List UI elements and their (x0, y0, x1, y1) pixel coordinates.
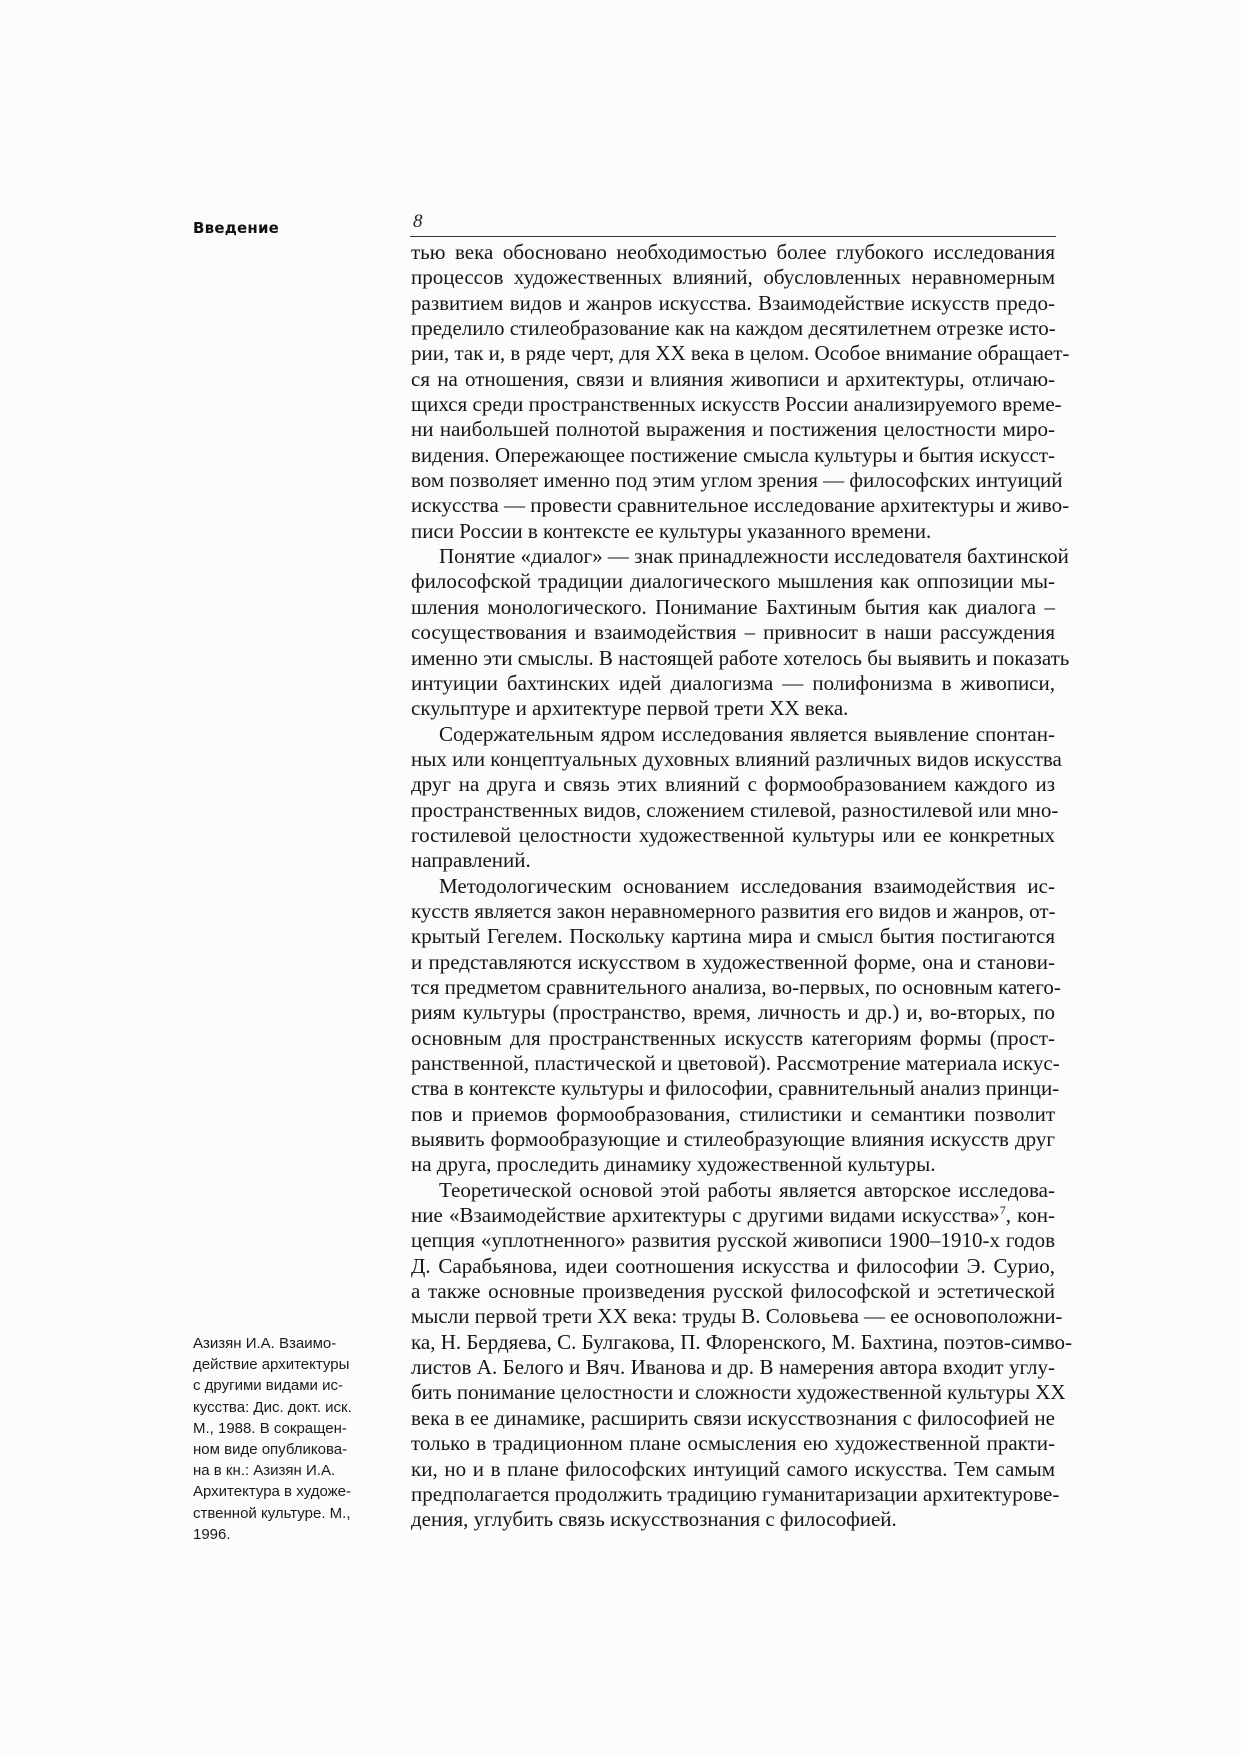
text-line: видения. Опережающее постижение смысла культуры и бытия искусст- (411, 442, 1055, 467)
text-line: тся предметом сравнительного анализа, во-первых, по основным катего- (411, 974, 1061, 999)
text-line: искусства — провести сравнительное исследование архитектуры и живо- (411, 493, 1070, 518)
text-line: Теоретической основой этой работы является авторское исследова- (439, 1177, 1055, 1202)
text-line: века в ее динамике, расширить связи искусствознания с философией не (411, 1405, 1055, 1430)
paragraph (411, 721, 1062, 874)
main-text-column (411, 240, 1072, 1533)
text-line: друг на друга и связь этих влияний с формообразованием каждого из (411, 772, 1055, 797)
text-line: шления монологического. Понимание Бахтиным бытия как диалога – (411, 594, 1055, 619)
text-line: писи России в контексте ее культуры указанного времени. (411, 518, 932, 543)
footnote-line: Азизян И.А. Взаимо- (193, 1335, 337, 1352)
text-line: ни наибольшей полнотой выражения и постижения целостности миро- (411, 417, 1055, 442)
footnote-line: ном виде опубликова- (193, 1441, 348, 1459)
header-rule (410, 236, 1056, 237)
text-line: процессов художественных влияний, обусловленных неравномерным (411, 265, 1055, 290)
text-line: гостилевой целостности художественной культуры или ее конкретных (411, 822, 1055, 847)
text-line: ранственной, пластической и цветовой). Рассмотрение материала искус- (411, 1051, 1060, 1075)
text-line: интуиции бахтинских идей диалогизма — полифонизма в живописи, (411, 670, 1055, 695)
text-line: ства в контексте культуры и философии, сравнительный анализ принци- (411, 1076, 1060, 1101)
paragraph (411, 1177, 1072, 1533)
text-line: именно эти смыслы. В настоящей работе хотелось бы выявить и показать (411, 645, 1070, 670)
text-line: выявить формообразующие и стилеобразующие влияния искусств друг (411, 1127, 1055, 1152)
text-line: пространственных видов, сложением стилевой, разностилевой или мно- (411, 797, 1059, 822)
footnote-line: ственной культуре. М., (193, 1504, 351, 1522)
paragraph (411, 240, 1070, 544)
line-suffix: , кон- (1005, 1203, 1055, 1228)
text-line: ся на отношения, связи и влияния живописи и архитектуры, отличаю- (411, 366, 1055, 391)
text-line: основным для пространственных искусств категориям формы (прост- (411, 1025, 1055, 1050)
text-line: риям культуры (пространство, время, личность и др.) и, во-вторых, по (411, 1000, 1055, 1025)
text-line: на друга, проследить динамику художественной культуры. (411, 1152, 936, 1177)
section-title: Введение (193, 219, 280, 237)
text-line: цепция «уплотненного» развития русской живописи 1900–1910-х годов (411, 1228, 1055, 1253)
footnote-line: на в кн.: Азизян И.А. (193, 1462, 336, 1480)
text-line: скульптуре и архитектуре первой трети XX века. (411, 696, 849, 721)
text-line: крытый Гегелем. Поскольку картина мира и смысл бытия постигаются (411, 924, 1055, 949)
text-line: щихся среди пространственных искусств России анализируемого време- (411, 392, 1062, 417)
text-line: пов и приемов формообразования, стилистики и семантики позволит (411, 1101, 1055, 1126)
text-line: бить понимание целостности и сложности художественной культуры XX (411, 1380, 1066, 1405)
footnote-line: кусства: Дис. докт. иск. (193, 1398, 352, 1416)
paragraph (411, 544, 1070, 721)
footnote-line: М., 1988. В сокращен- (193, 1419, 347, 1437)
text-line: Д. Сарабьянова, идеи соотношения искусства и философии Э. Сурио, (411, 1253, 1055, 1278)
footnote-line: действие архитектуры (193, 1356, 350, 1374)
text-line: ка, Н. Бердяева, С. Булгакова, П. Флоренского, М. Бахтина, поэтов-симво- (411, 1329, 1072, 1354)
text-line: Методологическим основанием исследования взаимодействия ис- (439, 873, 1055, 898)
text-line: Содержательным ядром исследования является выявление спонтан- (439, 721, 1055, 746)
footnote-line: Архитектура в художе- (193, 1483, 351, 1501)
text-line: только в традиционном плане осмысления ею художественной практи- (411, 1431, 1055, 1456)
text-line: направлений. (411, 848, 531, 873)
text-line: а также основные произведения русской философской и эстетической (411, 1279, 1055, 1304)
text-line: вом позволяет именно под этим углом зрения — философских интуиций (411, 468, 1063, 493)
text-line: ных или концептуальных духовных влияний различных видов искусства (411, 746, 1062, 771)
text-line: ние «Взаимодействие архитектуры с другими видами искусства»$^7$, кон- (411, 1203, 1055, 1228)
paragraph (411, 873, 1061, 1178)
text-line: развитием видов и жанров искусства. Взаимодействие искусств предо- (411, 290, 1055, 315)
text-line: предполагается продолжить традицию гуманитаризации архитектурове- (411, 1481, 1060, 1506)
text-line: мысли первой трети XX века: труды В. Соловьева — ее основоположни- (411, 1304, 1063, 1329)
text-line: Понятие «диалог» — знак принадлежности исследователя бахтинской (439, 544, 1069, 569)
text-line: и представляются искусством в художественной форме, она и станови- (411, 949, 1055, 974)
text-line: листов А. Белого и Вяч. Иванова и др. В намерения автора входит углу- (411, 1355, 1055, 1380)
text-line: сосуществования и взаимодействия – привносит в наши рассуждения (411, 620, 1055, 645)
text-line: пределило стилеобразование как на каждом десятилетнем отрезке исто- (411, 316, 1056, 341)
text-line: ки, но и в плане философских интуиций самого искусства. Тем самым (411, 1456, 1055, 1481)
footnote-line: с другими видами ис- (193, 1377, 343, 1395)
footnote-line: 1996. (193, 1525, 231, 1543)
text-line: кусств является закон неравномерного развития его видов и жанров, от- (411, 898, 1056, 923)
footnote-mark: 7 (999, 1203, 1006, 1218)
text-line: дения, углубить связь искусствознания с философией. (411, 1507, 897, 1532)
text-line: рии, так и, в ряде черт, для XX века в целом. Особое внимание обращает- (411, 341, 1070, 366)
footnote (193, 1333, 361, 1545)
text-line: тью века обосновано необходимостью более глубокого исследования (411, 240, 1055, 264)
text-line: философской традиции диалогического мышления как оппозиции мы- (411, 569, 1055, 594)
page-number: 8 (413, 211, 423, 232)
